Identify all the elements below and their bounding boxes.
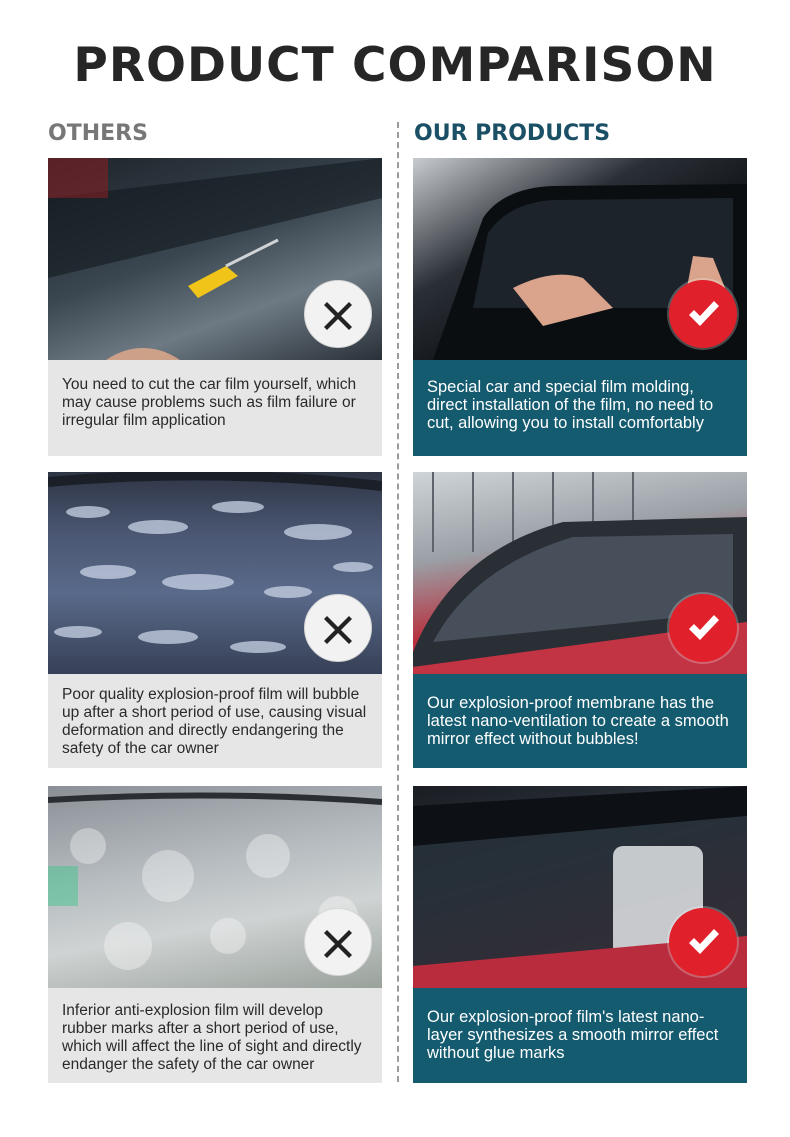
car-interior-photo: [413, 786, 747, 988]
our-products-column-heading: OUR PRODUCTS: [414, 121, 611, 146]
ours-caption-2: Our explosion-proof membrane has the latest nano-ventilation to create a smooth mirror effect without bubbles!: [413, 674, 747, 768]
bubbled-film-photo: [48, 472, 382, 674]
ours-caption-1: Special car and special film molding, direct installation of the film, no need to cut, allowing you to install comfortably: [413, 360, 747, 456]
x-mark-icon: [304, 280, 372, 348]
checkmark-icon: [669, 594, 737, 662]
ours-card-1: [413, 158, 747, 456]
others-caption-1: You need to cut the car film yourself, which may cause problems such as film failure or irregular film application: [48, 360, 382, 456]
film-cutting-photo: [48, 158, 382, 360]
others-card-2: [48, 472, 382, 768]
red-car-window-photo: [413, 472, 747, 674]
ours-card-2: [413, 472, 747, 768]
car-door-window-photo: [413, 158, 747, 360]
x-mark-icon: [304, 908, 372, 976]
others-caption-3: Inferior anti-explosion film will develop rubber marks after a short period of use, which will affect the line of sight and directly endanger the safety of the car owner: [48, 988, 382, 1083]
others-caption-2: Poor quality explosion-proof film will bubble up after a short period of use, causing visual deformation and directly endangering the safety of the car owner: [48, 674, 382, 768]
others-column-heading: OTHERS: [48, 121, 148, 146]
others-card-3: [48, 786, 382, 1083]
column-divider: [397, 122, 399, 1082]
ours-card-3: [413, 786, 747, 1083]
others-card-1: [48, 158, 382, 456]
glue-marks-photo: [48, 786, 382, 988]
checkmark-icon: [669, 908, 737, 976]
x-mark-icon: [304, 594, 372, 662]
page-title: PRODUCT COMPARISON: [73, 38, 717, 93]
ours-caption-3: Our explosion-proof film's latest nano-layer synthesizes a smooth mirror effect without glue marks: [413, 988, 747, 1083]
checkmark-icon: [669, 280, 737, 348]
